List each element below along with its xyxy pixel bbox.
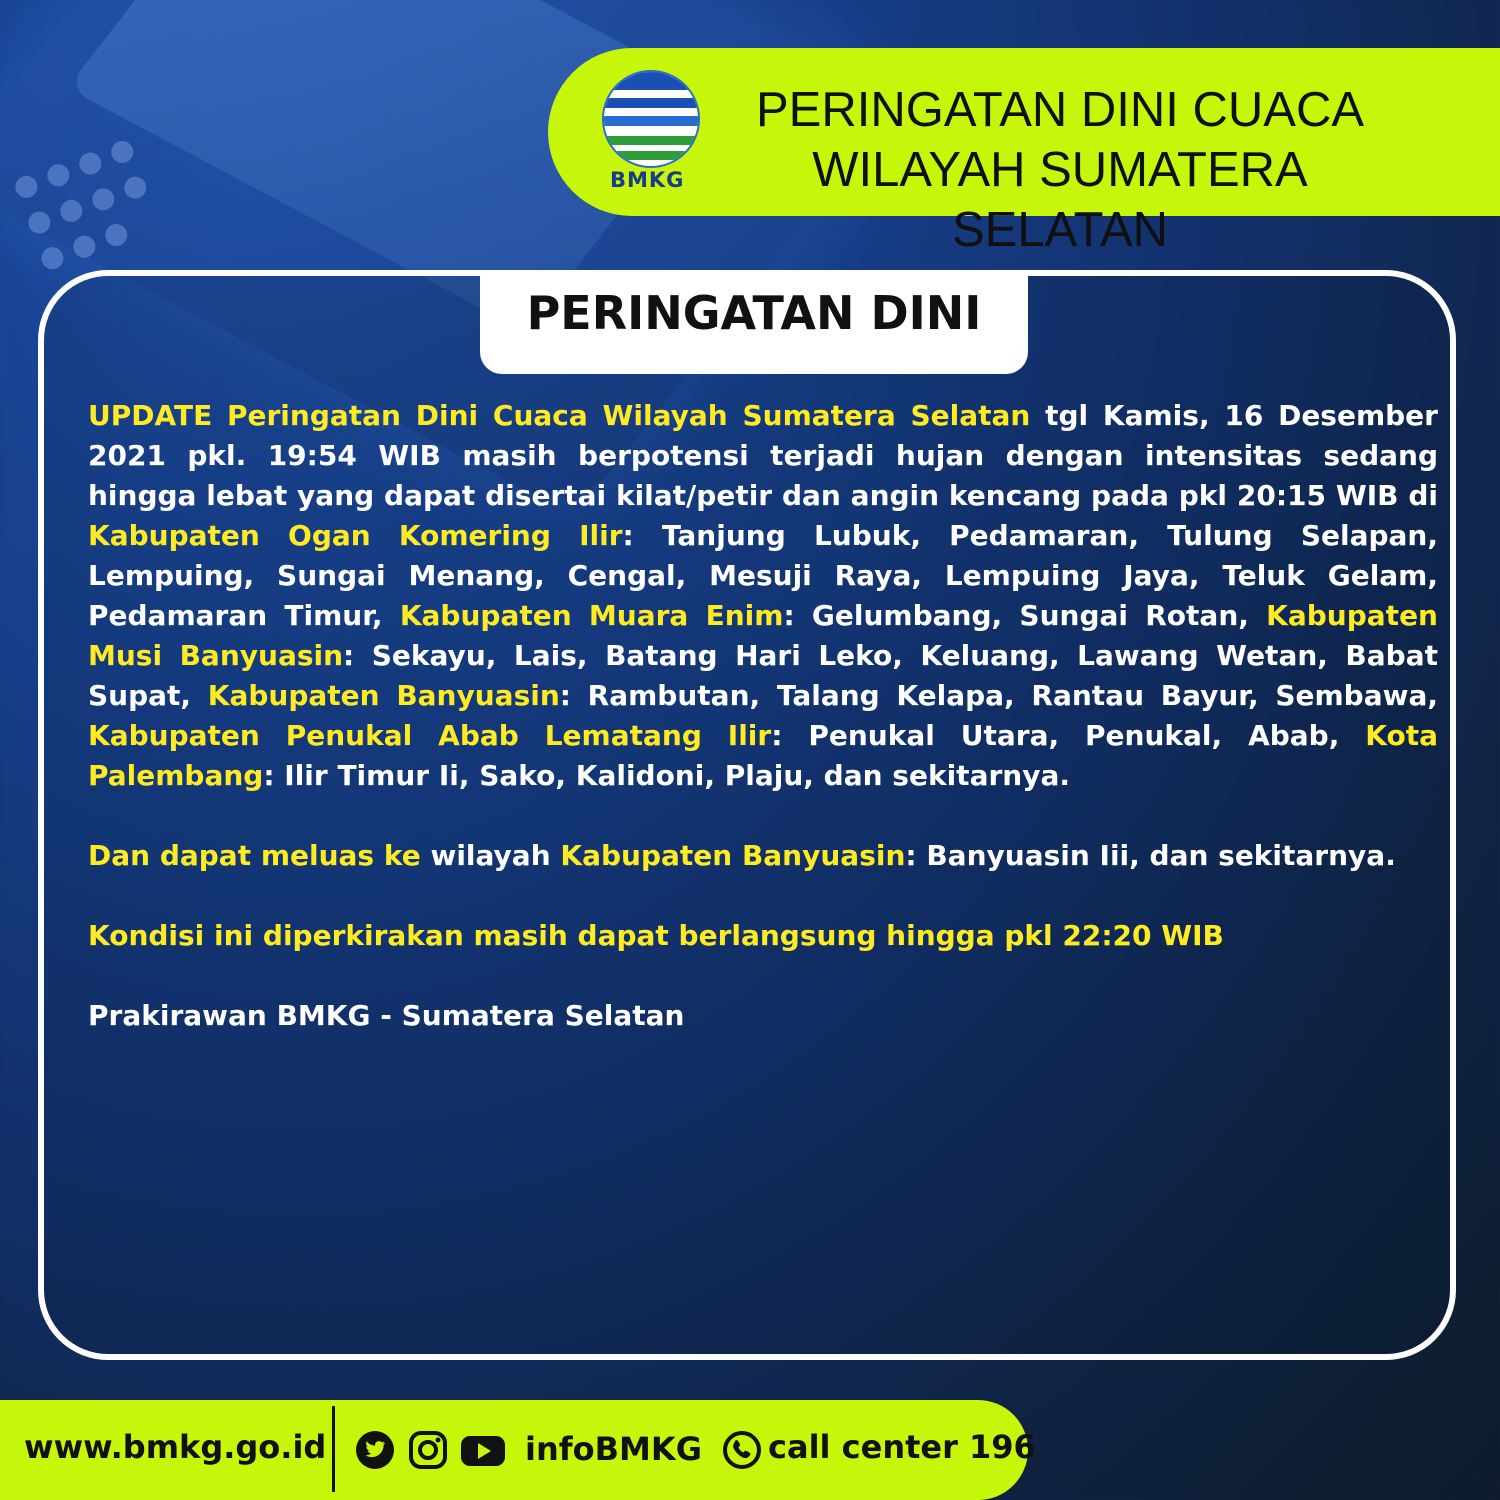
body-text: : Banyuasin Iii, dan sekitarnya. <box>905 839 1396 872</box>
body-text: : Penukal Utara, Penukal, Abab, <box>771 719 1366 752</box>
warning-paragraph-extension <box>88 836 1438 876</box>
body-text: : Tanjung Lubuk, Pedamaran, Tulung Selapan, Lempuing, Sungai Menang, Cengal, Mesuji Raya, Lempuing Jaya, Teluk Gelam, Pedamaran Timur, <box>88 519 1438 632</box>
body-text: : Ilir Timur Ii, Sako, Kalidoni, Plaju, dan sekitarnya. <box>263 759 1070 792</box>
highlight-text: Kabupaten Ogan Komering Ilir <box>88 519 623 552</box>
footer-divider <box>332 1406 335 1492</box>
call-center[interactable]: call center 196 <box>768 1428 1036 1466</box>
highlight-text: Kota Palembang <box>88 719 1439 792</box>
highlight-text: Kabupaten Musi Banyuasin <box>88 599 1438 672</box>
highlight-text: Kabupaten Banyuasin <box>560 839 906 872</box>
twitter-icon[interactable] <box>355 1430 395 1470</box>
signature: Prakirawan BMKG - Sumatera Selatan <box>88 999 685 1032</box>
body-text: : Rambutan, Talang Kelapa, Rantau Bayur, Sembawa, <box>559 679 1438 712</box>
highlight-text: Dan dapat meluas ke <box>88 839 421 872</box>
highlight-text: Kabupaten Banyuasin <box>207 679 560 712</box>
logo-text: BMKG <box>610 168 685 192</box>
youtube-icon[interactable] <box>460 1430 506 1470</box>
phone-icon[interactable] <box>722 1430 762 1470</box>
highlight-text: UPDATE Peringatan Dini Cuaca Wilayah Sumatera Selatan <box>88 399 1031 432</box>
highlight-text: Kabupaten Muara Enim <box>399 599 784 632</box>
warning-paragraph-main <box>88 396 1438 796</box>
bmkg-logo <box>600 70 700 192</box>
website-link[interactable]: www.bmkg.go.id <box>24 1428 327 1466</box>
page-title <box>705 80 1415 260</box>
social-handle[interactable]: infoBMKG <box>525 1430 702 1468</box>
warning-content <box>88 396 1438 1036</box>
body-text: tgl Kamis, 16 Desember 2021 pkl. 19:54 WIB masih berpotensi terjadi hujan dengan intensitas sedang hingga lebat yang dapat disertai kilat/petir dan angin kencang pada pkl 20:15 WIB di <box>88 399 1438 512</box>
body-text: wilayah <box>420 839 561 872</box>
card-title: PERINGATAN DINI <box>526 286 982 340</box>
title-line-1: PERINGATAN DINI CUACA <box>755 83 1365 137</box>
body-text: : Sekayu, Lais, Batang Hari Leko, Keluang, Lawang Wetan, Babat Supat, <box>88 639 1438 712</box>
highlight-text: Kabupaten Penukal Abab Lematang Ilir <box>88 719 772 752</box>
warning-paragraph-duration: Kondisi ini diperkirakan masih dapat berlangsung hingga pkl 22:20 WIB <box>88 919 1224 952</box>
instagram-icon[interactable] <box>408 1430 448 1470</box>
title-line-2: WILAYAH SUMATERA SELATAN <box>812 143 1308 257</box>
body-text: : Gelumbang, Sungai Rotan, <box>783 599 1267 632</box>
